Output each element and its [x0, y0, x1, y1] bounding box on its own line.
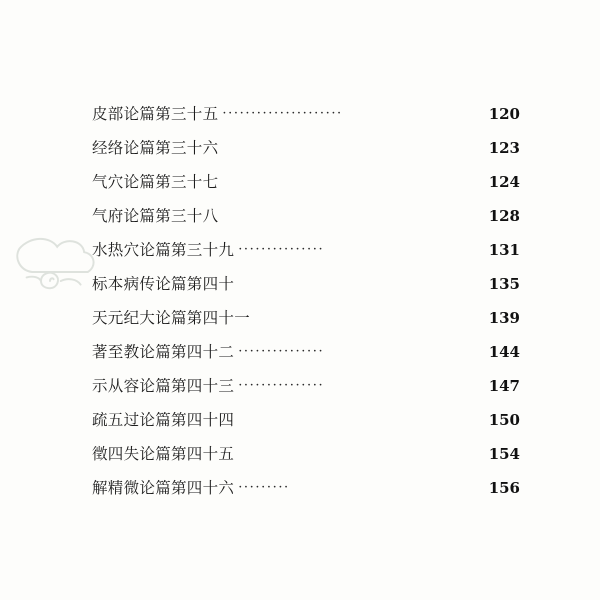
toc-entry-title: 示从容论篇第四十三	[92, 377, 235, 395]
toc-entry[interactable]	[92, 204, 520, 238]
toc-entry-page: 131	[488, 241, 520, 259]
toc-leader-dots: ···············	[238, 346, 325, 359]
toc-entry-page: 156	[488, 479, 520, 497]
toc-entry[interactable]	[92, 306, 520, 340]
toc-entry-page: 123	[488, 139, 520, 157]
toc-entry-title: 皮部论篇第三十五	[92, 105, 219, 123]
toc-entry[interactable]	[92, 374, 520, 408]
toc-entry-page: 147	[488, 377, 520, 395]
toc-entry-page: 154	[488, 445, 520, 463]
toc-entry[interactable]	[92, 408, 520, 442]
toc-leader-dots	[222, 173, 480, 187]
toc-leader-dots	[238, 275, 480, 289]
toc-entry-title: 疏五过论篇第四十四	[92, 411, 235, 429]
toc-entry-title: 著至教论篇第四十二	[92, 343, 235, 361]
toc-entry-title: 水热穴论篇第三十九	[92, 241, 235, 259]
toc-entry-page: 150	[488, 411, 520, 429]
toc-entry-page: 120	[488, 105, 520, 123]
toc-entry-page: 139	[488, 309, 520, 327]
toc-entry-page: 135	[488, 275, 520, 293]
toc-leader-dots: ·········	[238, 482, 290, 495]
toc-leader-dots	[238, 411, 480, 425]
toc-entry[interactable]	[92, 272, 520, 306]
toc-leader-dots: ···············	[238, 380, 325, 393]
toc-entry-title: 解精微论篇第四十六	[92, 479, 235, 497]
toc-entry-page: 128	[488, 207, 520, 225]
toc-entry[interactable]	[92, 170, 520, 204]
toc-entry[interactable]	[92, 136, 520, 170]
toc-entry-page: 124	[488, 173, 520, 191]
toc-entry[interactable]	[92, 442, 520, 476]
toc-entry[interactable]	[92, 102, 520, 136]
toc-entry-title: 标本病传论篇第四十	[92, 275, 235, 293]
toc-entry-page: 144	[488, 343, 520, 361]
toc-leader-dots: ···············	[238, 244, 325, 257]
toc-entry-title: 经络论篇第三十六	[92, 139, 219, 157]
toc-leader-dots	[222, 207, 480, 221]
toc-leader-dots	[254, 309, 480, 323]
toc-entry-title: 气府论篇第三十八	[92, 207, 219, 225]
toc-entry-title: 天元纪大论篇第四十一	[92, 309, 251, 327]
toc-leader-dots	[222, 139, 480, 153]
toc-leader-dots: ·····················	[222, 108, 343, 121]
toc-entry-title: 气穴论篇第三十七	[92, 173, 219, 191]
table-of-contents	[92, 102, 520, 510]
cloud-swirl-ornament	[14, 218, 104, 308]
toc-leader-dots	[238, 445, 480, 459]
toc-entry[interactable]	[92, 238, 520, 272]
toc-entry-title: 徵四失论篇第四十五	[92, 445, 235, 463]
toc-entry[interactable]	[92, 476, 520, 510]
toc-entry[interactable]	[92, 340, 520, 374]
